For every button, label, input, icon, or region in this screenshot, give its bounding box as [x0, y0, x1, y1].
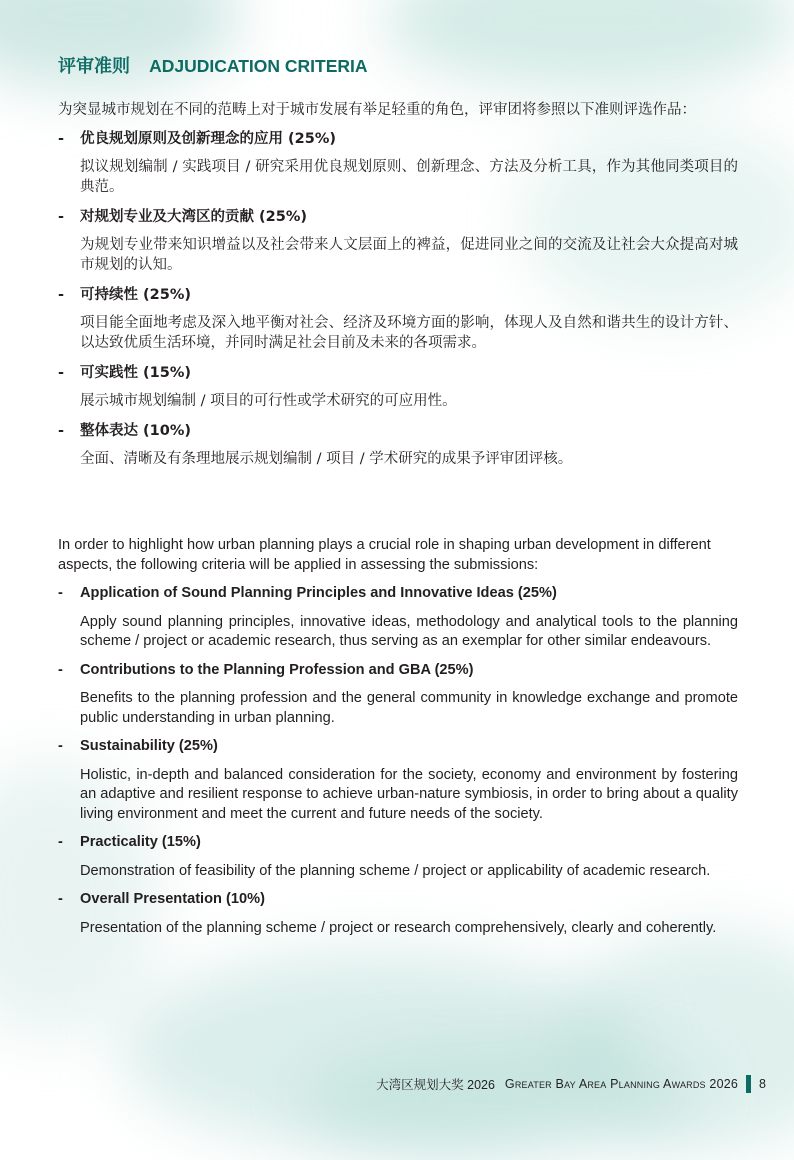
chinese-criterion: [58, 363, 738, 411]
bullet-dash: -: [58, 209, 65, 225]
criterion-description: Holistic, in-depth and balanced consideration for the society, economy and environment by fostering an adaptive and resilient response to achieve urban-nature symbiosis, in order to bring about a quality living environment and meet the current and future needs of the society.: [80, 766, 738, 822]
chinese-criterion: [58, 207, 738, 275]
title-chinese: 评审准则: [58, 56, 130, 77]
page-footer: [376, 1075, 766, 1093]
criterion-title: 整体表达 (10%): [80, 423, 192, 439]
english-criterion: [58, 890, 738, 938]
criterion-description: Apply sound planning principles, innovative ideas, methodology and analytical tools to the planning scheme / project or academic research, thus serving as an exemplar for other similar endeavours.: [80, 613, 738, 649]
criterion-title: 可持续性 (25%): [80, 287, 192, 303]
chinese-criterion: [58, 285, 738, 353]
criterion-description: 展示城市规划编制 / 项目的可行性或学术研究的可应用性。: [80, 393, 457, 409]
criterion-title: Practicality (15%): [80, 834, 201, 850]
criterion-description: 拟议规划编制 / 实践项目 / 研究采用优良规划原则、创新理念、方法及分析工具，作为其他同类项目的典范。: [80, 159, 738, 195]
criterion-description: 全面、清晰及有条理地展示规划编制 / 项目 / 学术研究的成果予评审团评核。: [80, 451, 573, 467]
bullet-dash: -: [58, 131, 65, 147]
bullet-dash: -: [58, 891, 63, 907]
criterion-description: Presentation of the planning scheme / project or research comprehensively, clearly and coherently.: [80, 919, 717, 936]
bullet-dash: -: [58, 834, 63, 850]
bullet-dash: -: [58, 365, 65, 381]
page-title: [58, 52, 368, 78]
english-intro: In order to highlight how urban planning plays a crucial role in shaping urban development in different aspects, the following criteria will be applied in assessing the submissions:: [58, 537, 711, 573]
footer-award-chinese: 大湾区规划大奖 2026: [376, 1078, 495, 1092]
bullet-dash: -: [58, 585, 63, 601]
chinese-criterion: [58, 421, 738, 469]
criterion-description: Benefits to the planning profession and the general community in knowledge exchange and promote public understanding in urban planning.: [80, 690, 738, 726]
footer-award-english: Greater Bay Area Planning Awards 2026: [504, 1077, 739, 1091]
english-criterion: [58, 661, 738, 729]
criterion-title: Application of Sound Planning Principles and Innovative Ideas (25%): [80, 585, 557, 601]
criterion-title: 优良规划原则及创新理念的应用 (25%): [80, 131, 337, 147]
chinese-section: [58, 100, 738, 479]
criterion-title: Sustainability (25%): [80, 738, 218, 754]
bullet-dash: -: [58, 738, 63, 754]
criterion-title: Overall Presentation (10%): [80, 891, 265, 907]
english-criterion: [58, 737, 738, 824]
criterion-description: 项目能全面地考虑及深入地平衡对社会、经济及环境方面的影响，体现人及自然和谐共生的设计方针、以达致优质生活环境，并同时满足社会目前及未来的各项需求。: [80, 315, 738, 351]
footer-divider-bar: [746, 1075, 751, 1093]
criterion-description: 为规划专业带来知识增益以及社会带来人文层面上的裨益，促进同业之间的交流及让社会大众提高对城市规划的认知。: [80, 237, 738, 273]
bullet-dash: -: [58, 287, 65, 303]
chinese-criterion: [58, 129, 738, 197]
criterion-title: 对规划专业及大湾区的贡献 (25%): [80, 209, 308, 225]
criterion-description: Demonstration of feasibility of the planning scheme / project or applicability of academic research.: [80, 862, 711, 879]
english-section: [58, 536, 738, 947]
bullet-dash: -: [58, 661, 63, 678]
criterion-title: 可实践性 (15%): [80, 365, 192, 381]
chinese-intro: 为突显城市规划在不同的范畴上对于城市发展有举足轻重的角色，评审团将参照以下准则评选作品：: [58, 102, 696, 118]
page-number: 8: [759, 1077, 766, 1091]
english-criterion: [58, 584, 738, 652]
criterion-title: Contributions to the Planning Profession and GBA (25%): [80, 661, 474, 678]
title-english: ADJUDICATION CRITERIA: [149, 56, 368, 76]
english-criterion: [58, 833, 738, 881]
bullet-dash: -: [58, 423, 65, 439]
